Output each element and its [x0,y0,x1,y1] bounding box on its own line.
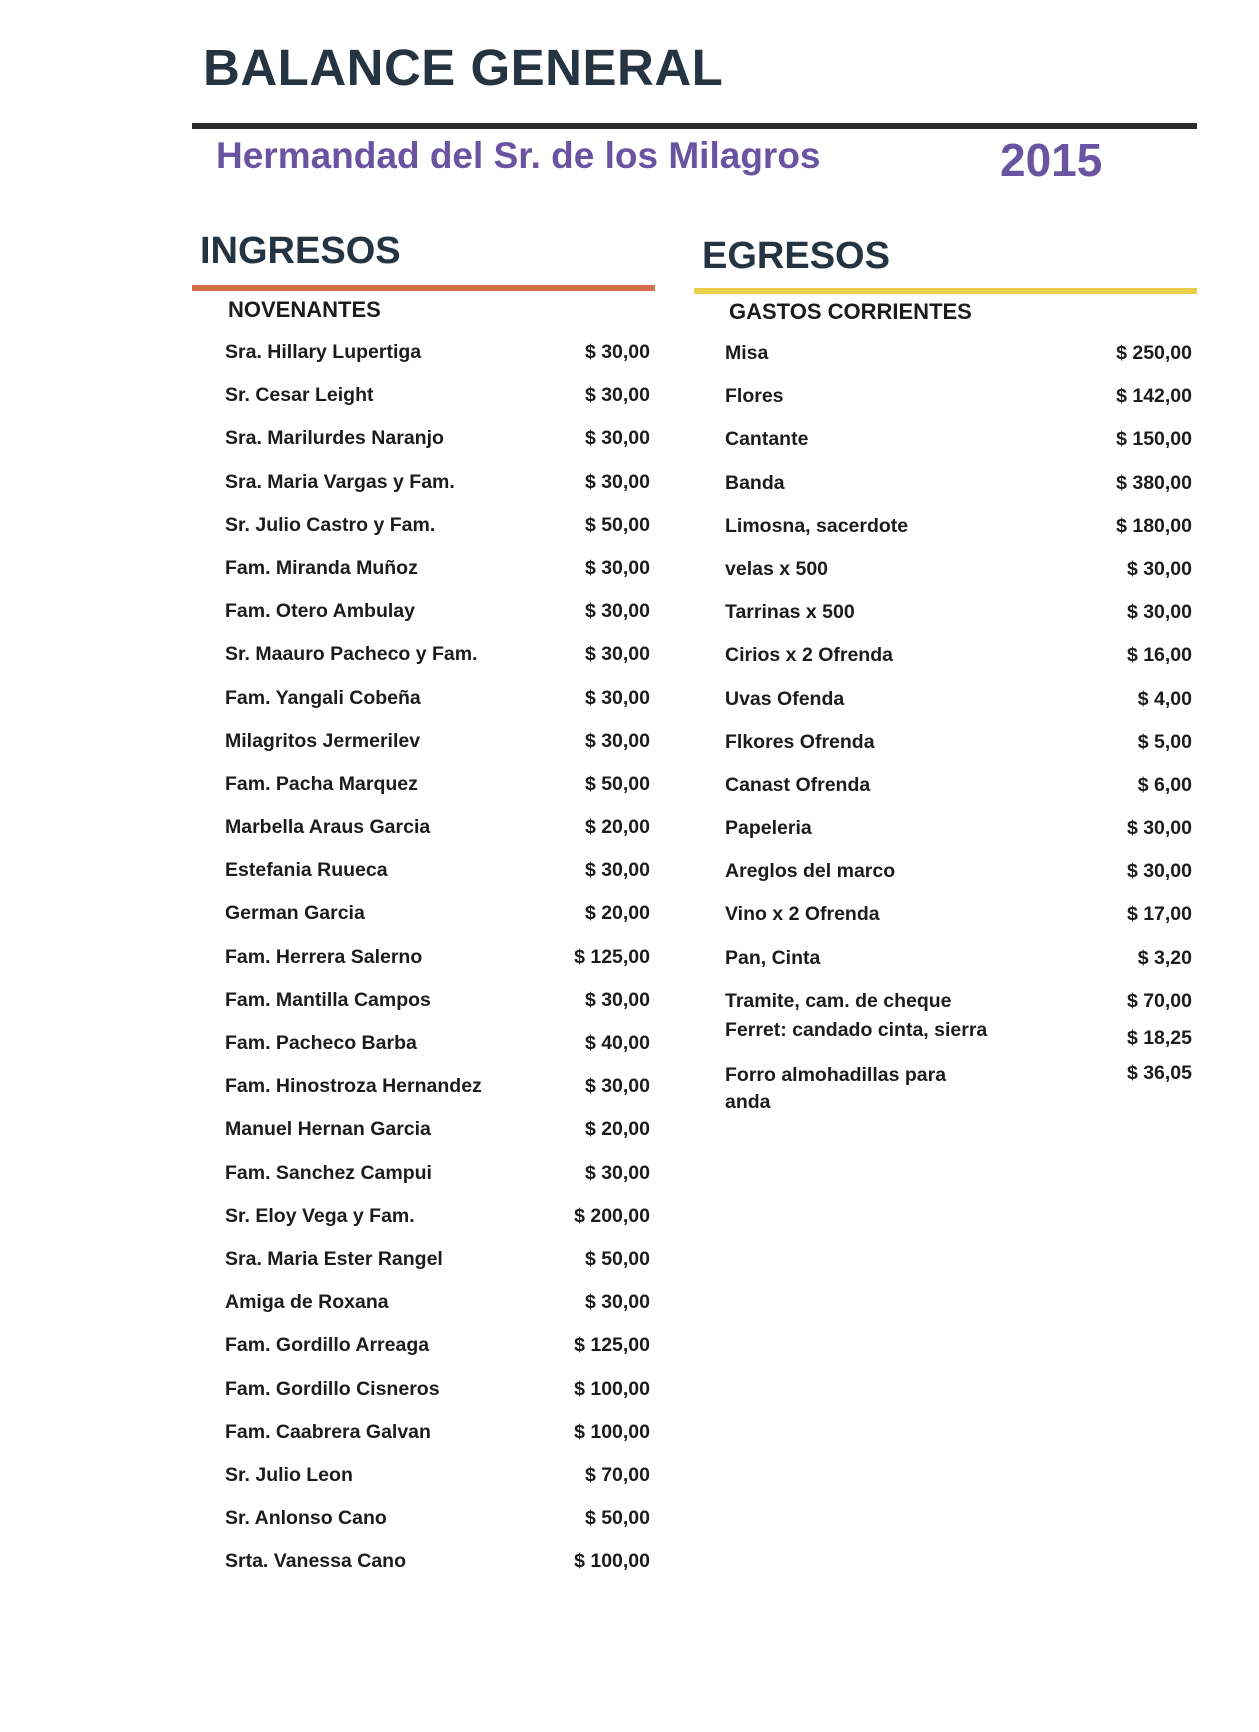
ingresos-row-name: Sr. Anlonso Cano [225,1507,387,1530]
report-year: 2015 [1000,134,1103,186]
ingresos-row-amount: $ 50,00 [584,1507,650,1530]
ingresos-row [225,1507,650,1550]
egresos-row-name: Flkores Ofrenda [725,730,875,753]
egresos-row-name: Cirios x 2 Ofrenda [725,644,893,667]
ingresos-row-name: Sra. Maria Vargas y Fam. [225,470,455,493]
egresos-row [725,428,1192,471]
egresos-row-amount: $ 150,00 [1116,428,1192,451]
page-title: BALANCE GENERAL [203,39,724,96]
egresos-row-amount: $ 5,00 [1137,730,1192,753]
ingresos-row-name: Sr. Maauro Pacheco y Fam. [225,643,478,666]
ingresos-row [225,384,650,427]
ingresos-row-name: Fam. Yangali Cobeña [225,686,421,709]
ingresos-row-name: Fam. Miranda Muñoz [225,556,418,579]
ingresos-heading: INGRESOS [200,230,401,272]
egresos-row-amount: $ 3,20 [1137,946,1192,969]
egresos-row-amount: $ 30,00 [1126,817,1192,840]
ingresos-row [225,341,650,384]
egresos-row-amount: $ 180,00 [1116,514,1192,537]
ingresos-row-amount: $ 30,00 [584,729,650,752]
egresos-row [725,817,1192,860]
egresos-row-name: Areglos del marco [725,860,896,883]
ingresos-row-amount: $ 30,00 [584,643,650,666]
ingresos-row-amount: $ 30,00 [584,859,650,882]
ingresos-row-name: Fam. Otero Ambulay [225,600,415,623]
egresos-row-amount: $ 17,00 [1126,903,1192,926]
egresos-row [725,860,1192,903]
ingresos-row-name: Sr. Cesar Leight [225,384,374,407]
egresos-row-name: Cantante [725,428,809,451]
egresos-row-name: Flores [725,385,784,408]
ingresos-row-amount: $ 50,00 [584,1247,650,1270]
ingresos-row-amount: $ 125,00 [574,945,650,968]
ingresos-row [225,1162,650,1205]
egresos-row [725,688,1192,731]
ingresos-row [225,1075,650,1118]
egresos-row [725,774,1192,817]
egresos-row [725,385,1192,428]
ingresos-row-amount: $ 30,00 [584,600,650,623]
ingresos-list [225,341,650,1593]
egresos-row-name: Canast Ofrenda [725,773,871,796]
egresos-row-name: Limosna, sacerdote [725,514,909,537]
egresos-row-amount: $ 18,25 [1126,1026,1192,1049]
ingresos-row-name: Sra. Marilurdes Naranjo [225,427,444,450]
egresos-row-name: Papeleria [725,817,812,840]
egresos-row-name: velas x 500 [725,557,829,580]
ingresos-row [225,557,650,600]
ingresos-row [225,1334,650,1377]
ingresos-row-amount: $ 125,00 [574,1334,650,1357]
ingresos-row-amount: $ 100,00 [574,1420,650,1443]
egresos-row-amount: $ 4,00 [1137,687,1192,710]
ingresos-row-amount: $ 30,00 [584,988,650,1011]
ingresos-row-amount: $ 30,00 [584,470,650,493]
ingresos-row [225,514,650,557]
egresos-row-amount: $ 36,05 [1126,1061,1192,1084]
ingresos-row [225,643,650,686]
ingresos-divider [192,285,655,291]
ingresos-row [225,902,650,945]
egresos-row-name: Vino x 2 Ofrenda [725,903,880,926]
ingresos-row-name: Fam. Gordillo Arreaga [225,1334,430,1357]
ingresos-row-amount: $ 30,00 [584,384,650,407]
ingresos-row-amount: $ 20,00 [584,816,650,839]
ingresos-row [225,1291,650,1334]
egresos-row-name: Tarrinas x 500 [725,601,855,624]
ingresos-row [225,816,650,859]
ingresos-row-name: German Garcia [225,902,365,925]
ingresos-row-name: Sr. Julio Castro y Fam. [225,513,436,536]
ingresos-row [225,687,650,730]
ingresos-row-amount: $ 70,00 [584,1463,650,1486]
ingresos-row-amount: $ 30,00 [584,1075,650,1098]
egresos-row-amount: $ 30,00 [1126,557,1192,580]
title-divider [192,123,1197,129]
ingresos-subheading: NOVENANTES [228,297,381,322]
ingresos-row-name: Srta. Vanessa Cano [225,1550,407,1573]
ingresos-row-amount: $ 30,00 [584,427,650,450]
egresos-row [725,644,1192,687]
ingresos-row [225,1550,650,1593]
ingresos-row [225,730,650,773]
egresos-row-amount: $ 16,00 [1126,644,1192,667]
ingresos-row-name: Estefania Ruueca [225,859,388,882]
egresos-row-amount: $ 30,00 [1126,601,1192,624]
organization-name: Hermandad del Sr. de los Milagros [216,135,821,176]
ingresos-row-amount: $ 100,00 [574,1377,650,1400]
egresos-row-name: Banda [725,471,785,494]
egresos-row [725,731,1192,774]
ingresos-row-name: Sr. Eloy Vega y Fam. [225,1204,415,1227]
ingresos-row-amount: $ 100,00 [574,1550,650,1573]
ingresos-row [225,1205,650,1248]
egresos-row [725,947,1192,990]
ingresos-row [225,600,650,643]
ingresos-row-name: Sra. Maria Ester Rangel [225,1247,443,1270]
ingresos-row-name: Sra. Hillary Lupertiga [225,341,422,363]
egresos-row [725,558,1192,601]
ingresos-row-name: Fam. Pacheco Barba [225,1032,417,1054]
egresos-row [725,342,1192,385]
ingresos-row [225,1378,650,1421]
egresos-row-name: Ferret: candado cinta, sierra [725,1018,988,1041]
ingresos-row [225,773,650,816]
ingresos-row-amount: $ 40,00 [584,1032,650,1054]
ingresos-row [225,946,650,989]
ingresos-row-amount: $ 30,00 [584,1161,650,1184]
ingresos-row-amount: $ 30,00 [584,341,650,363]
egresos-row-amount: $ 70,00 [1126,989,1192,1012]
egresos-row-amount: $ 380,00 [1116,471,1192,494]
ingresos-row-name: Marbella Araus Garcia [225,816,431,839]
ingresos-row-name: Sr. Julio Leon [225,1463,353,1486]
ingresos-row [225,859,650,902]
egresos-row-amount: $ 30,00 [1126,860,1192,883]
ingresos-row-name: Fam. Pacha Marquez [225,772,418,795]
egresos-row [725,1061,1192,1113]
ingresos-row [225,1032,650,1075]
egresos-row-name: Uvas Ofenda [725,687,845,710]
egresos-row [725,472,1192,515]
ingresos-row-name: Fam. Mantilla Campos [225,988,431,1011]
ingresos-row [225,471,650,514]
egresos-row [725,515,1192,558]
ingresos-row-amount: $ 30,00 [584,686,650,709]
ingresos-row-name: Fam. Herrera Salerno [225,945,423,968]
ingresos-row-amount: $ 30,00 [584,1291,650,1314]
egresos-row [725,990,1192,1019]
ingresos-row [225,1464,650,1507]
ingresos-row-amount: $ 30,00 [584,556,650,579]
egresos-row-amount: $ 142,00 [1116,385,1192,408]
egresos-list [725,342,1192,1113]
egresos-heading: EGRESOS [702,235,890,277]
ingresos-row [225,1248,650,1291]
ingresos-row-amount: $ 50,00 [584,772,650,795]
egresos-row-amount: $ 6,00 [1137,773,1192,796]
ingresos-row-name: Milagritos Jermerilev [225,729,421,752]
egresos-row-name: Forro almohadillas para anda [725,1063,947,1113]
egresos-row-name: Pan, Cinta [725,946,821,969]
ingresos-row-amount: $ 20,00 [584,902,650,925]
egresos-divider [694,288,1197,294]
ingresos-row [225,1118,650,1161]
egresos-row [725,1019,1192,1062]
ingresos-row-amount: $ 200,00 [574,1204,650,1227]
ingresos-row [225,989,650,1032]
ingresos-row [225,427,650,470]
egresos-row [725,903,1192,946]
ingresos-row-name: Manuel Hernan Garcia [225,1118,431,1141]
egresos-subheading: GASTOS CORRIENTES [729,299,972,324]
ingresos-row-name: Fam. Gordillo Cisneros [225,1377,440,1400]
ingresos-row-name: Fam. Caabrera Galvan [225,1420,431,1443]
ingresos-row-name: Fam. Hinostroza Hernandez [225,1075,482,1098]
egresos-row-name: Misa [725,342,769,364]
ingresos-row-amount: $ 20,00 [584,1118,650,1141]
ingresos-row-amount: $ 50,00 [584,513,650,536]
ingresos-row [225,1421,650,1464]
ingresos-row-name: Amiga de Roxana [225,1291,389,1314]
egresos-row-amount: $ 250,00 [1116,342,1192,364]
egresos-row [725,601,1192,644]
ingresos-row-name: Fam. Sanchez Campui [225,1161,432,1184]
egresos-row-name: Tramite, cam. de cheque [725,989,952,1012]
